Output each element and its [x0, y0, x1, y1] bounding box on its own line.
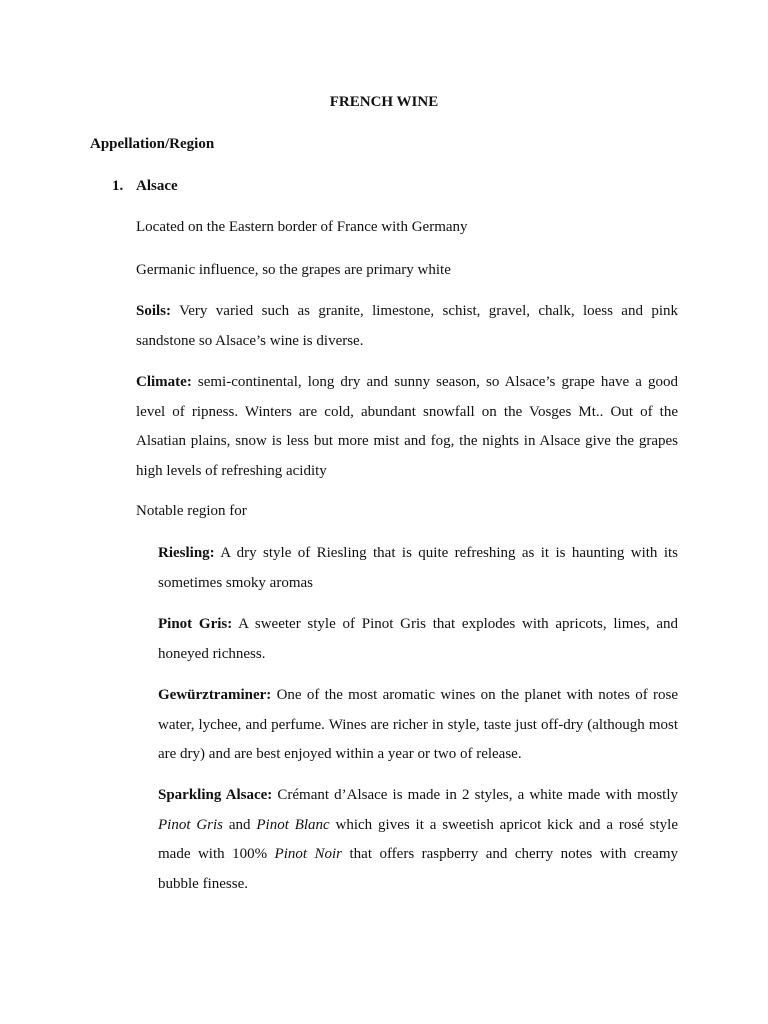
riesling-text: A dry style of Riesling that is quite refreshing as it is haunting with its sometimes smoky aromas — [158, 545, 678, 591]
sparkling-italic-2: Pinot Blanc — [256, 816, 330, 833]
sparkling-italic-3: Pinot Noir — [274, 846, 343, 862]
sparkling-text-1: Crémant d’Alsace is made in 2 styles, a white made with mostly — [272, 787, 678, 803]
soils-label: Soils: — [136, 303, 172, 319]
gewurztraminer-label: Gewürztraminer: — [158, 687, 272, 703]
pinot-gris-paragraph — [158, 610, 678, 669]
soils-paragraph — [136, 297, 678, 356]
sparkling-text-3: which gives it a sweetish apricot kick and a rosé style made with 100% — [158, 816, 678, 862]
sparkling-label: Sparkling Alsace: — [158, 787, 273, 803]
sparkling-text-4: that offers raspberry and cherry notes with creamy bubble finesse. — [158, 846, 678, 892]
climate-label: Climate: — [136, 374, 192, 390]
soils-text: Very varied such as granite, limestone, schist, gravel, chalk, loess and pink sandstone so Alsace’s wine is diverse. — [136, 303, 678, 349]
gewurztraminer-text: One of the most aromatic wines on the planet with notes of rose water, lychee, and perfume. Wines are richer in style, taste just off-dry (although most are dry) and are best enjoyed within a year or two of release. — [158, 687, 678, 762]
location-paragraph: Located on the Eastern border of France with Germany — [136, 219, 468, 235]
pinot-gris-label: Pinot Gris: — [158, 616, 233, 632]
list-number: 1. — [112, 178, 124, 194]
notable-paragraph: Notable region for — [136, 503, 247, 519]
list-item-alsace — [112, 178, 178, 195]
influence-paragraph: Germanic influence, so the grapes are primary white — [136, 262, 451, 278]
sparkling-italic-1: Pinot Gris — [158, 816, 224, 833]
document-title: FRENCH WINE — [329, 94, 439, 110]
list-title: Alsace — [136, 178, 178, 194]
climate-text: semi-continental, long dry and sunny season, so Alsace’s grape have a good level of ripness. Winters are cold, abundant snowfall on the Vosges Mt.. Out of the Alsatian plains, snow is less but more mist and fog, the nights in Alsace give the grapes high levels of refreshing acidity — [136, 374, 678, 479]
riesling-paragraph — [158, 539, 678, 598]
sparkling-paragraph — [158, 781, 678, 899]
gewurztraminer-paragraph — [158, 681, 678, 770]
sparkling-text-2: and — [223, 816, 257, 833]
section-heading: Appellation/Region — [90, 136, 215, 152]
riesling-label: Riesling: — [158, 545, 215, 561]
climate-paragraph — [136, 368, 678, 486]
pinot-gris-text: A sweeter style of Pinot Gris that explodes with apricots, limes, and honeyed richness. — [158, 616, 678, 662]
